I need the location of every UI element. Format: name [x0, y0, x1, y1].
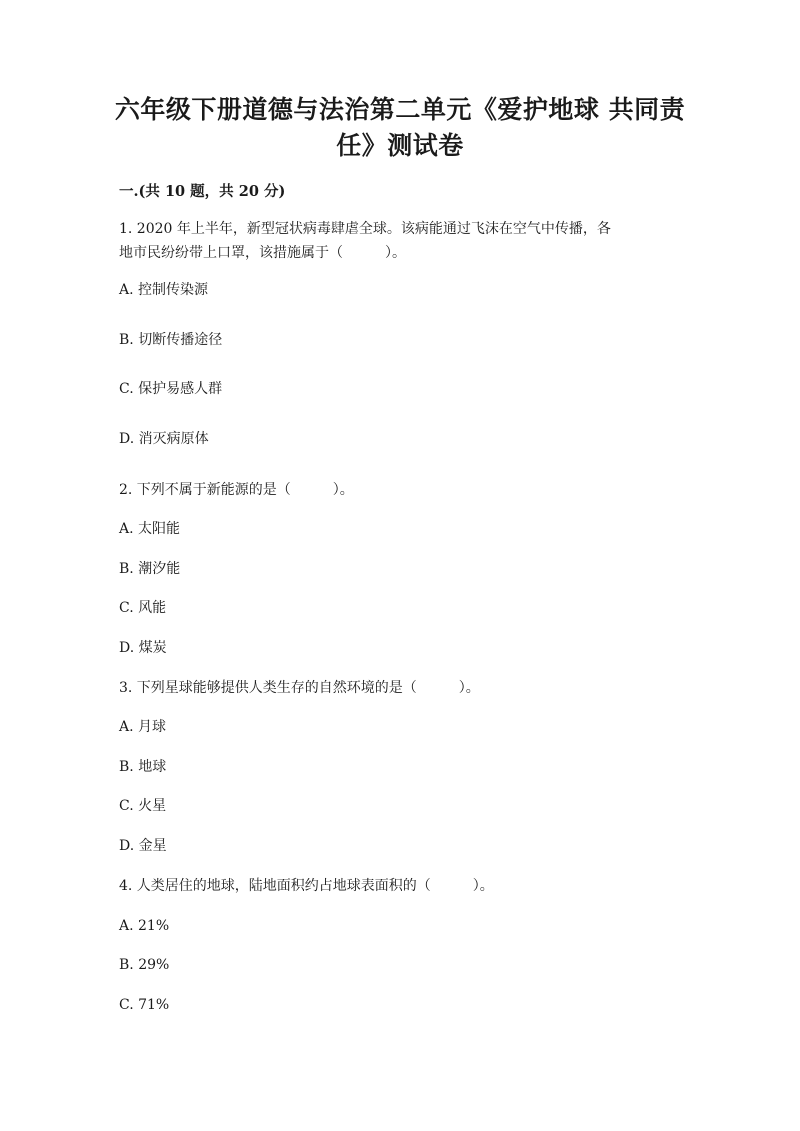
question-4-option-b: B. 29%: [119, 957, 170, 973]
question-3-option-b: B. 地球: [119, 759, 167, 775]
question-3-text-line-1: 3. 下列星球能够提供人类生存的自然环境的是（ ）。: [119, 680, 480, 696]
question-4: [119, 874, 684, 898]
question-1-option-a: A. 控制传染源: [119, 282, 209, 298]
title-line-2: 任》测试卷: [336, 131, 464, 160]
question-4-text-line-1: 4. 人类居住的地球，陆地面积约占地球表面积的（ ）。: [119, 878, 494, 894]
section-heading: 一.(共 10 题，共 20 分): [119, 183, 286, 200]
question-2-text-line-1: 2. 下列不属于新能源的是（ ）。: [119, 482, 354, 498]
question-3-option-c: C. 火星: [119, 798, 167, 814]
question-2-option-d: D. 煤炭: [119, 640, 167, 656]
question-2: [119, 478, 684, 502]
question-1-text-line-2: 地市民纷纷带上口罩，该措施属于（ ）。: [119, 245, 406, 261]
question-3-option-a: A. 月球: [119, 719, 167, 735]
document-title: [100, 92, 700, 164]
question-4-option-c: C. 71%: [119, 997, 170, 1013]
question-1-option-c: C. 保护易感人群: [119, 381, 223, 397]
question-2-option-b: B. 潮汐能: [119, 561, 181, 577]
question-1-option-d: D. 消灭病原体: [119, 431, 209, 447]
question-1-text-line-1: 1. 2020 年上半年，新型冠状病毒肆虐全球。该病能通过飞沫在空气中传播，各: [119, 221, 611, 237]
question-3-option-d: D. 金星: [119, 838, 167, 854]
question-4-option-a: A. 21%: [119, 918, 170, 934]
question-1-option-b: B. 切断传播途径: [119, 332, 223, 348]
question-2-option-a: A. 太阳能: [119, 521, 181, 537]
title-line-1: 六年级下册道德与法治第二单元《爱护地球 共同责: [114, 95, 686, 124]
question-1: [119, 217, 684, 265]
question-3: [119, 676, 684, 700]
question-2-option-c: C. 风能: [119, 600, 167, 616]
